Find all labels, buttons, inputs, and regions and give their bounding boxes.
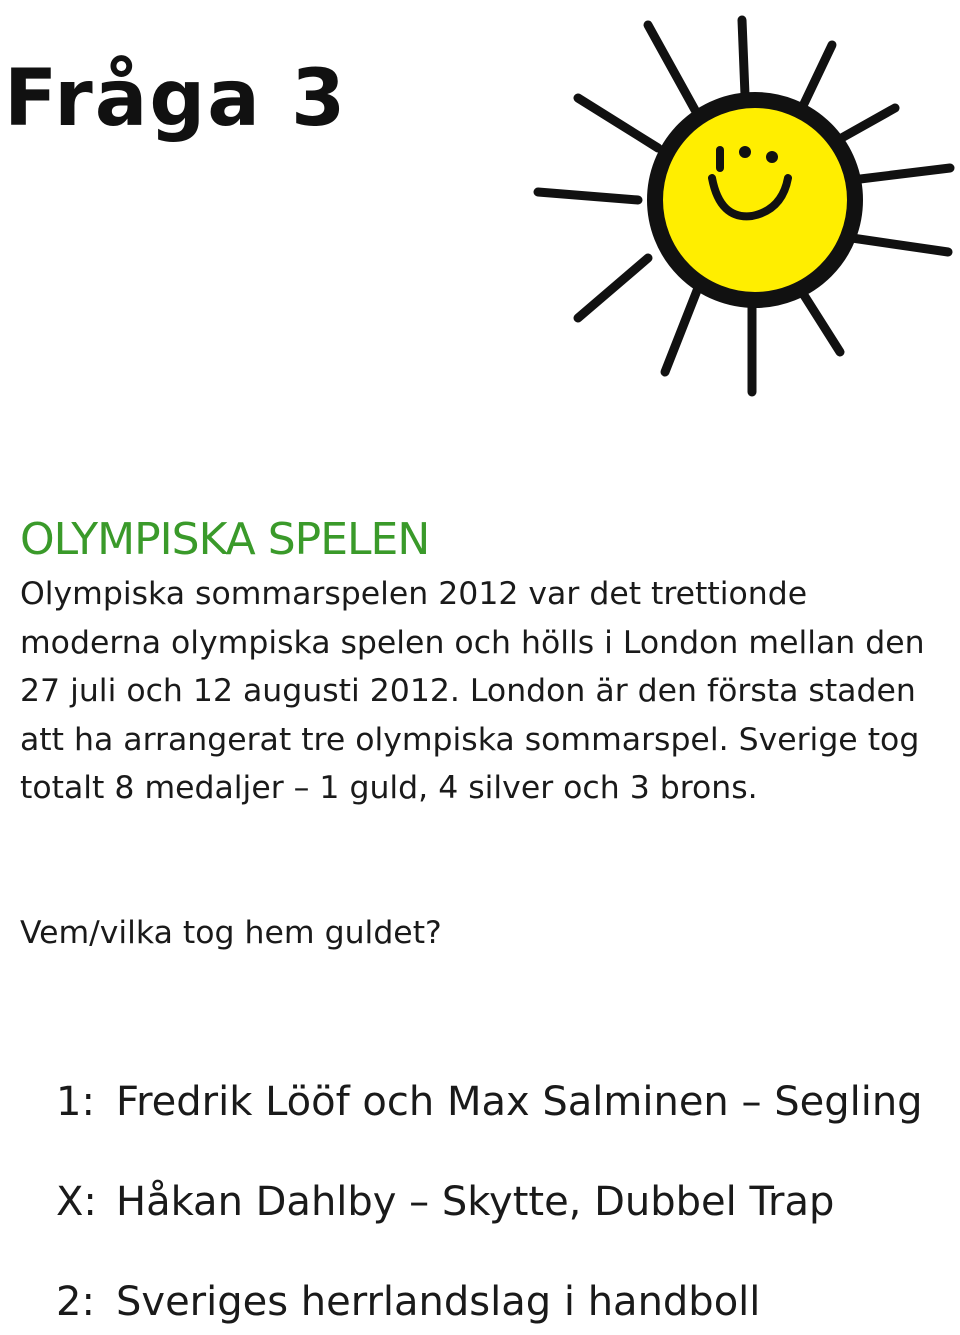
option-key: 1: xyxy=(56,1079,95,1125)
option-text: Fredrik Lööf och Max Salminen – Segling xyxy=(116,1079,923,1125)
smiling-sun-icon xyxy=(520,0,960,400)
answer-option-x xyxy=(56,1180,834,1224)
section-heading: OLYMPISKA SPELEN xyxy=(20,514,430,565)
answer-option-2 xyxy=(56,1280,760,1324)
option-text: Sveriges herrlandslag i handboll xyxy=(116,1279,761,1325)
option-key: X: xyxy=(56,1179,97,1225)
option-key: 2: xyxy=(56,1279,95,1325)
option-text: Håkan Dahlby – Skytte, Dubbel Trap xyxy=(116,1179,835,1225)
answer-option-1 xyxy=(56,1080,923,1124)
body-paragraph: Olympiska sommarspelen 2012 var det trettionde moderna olympiska spelen och hölls i London mellan den 27 juli och 12 augusti 2012. London är den första staden att ha arrangerat tre olympiska sommarspel. Sverige tog totalt 8 medaljer – 1 guld, 4 silver och 3 brons. xyxy=(20,576,925,806)
question-text: Vem/vilka tog hem guldet? xyxy=(20,915,442,951)
page-title: Fråga 3 xyxy=(4,54,348,144)
